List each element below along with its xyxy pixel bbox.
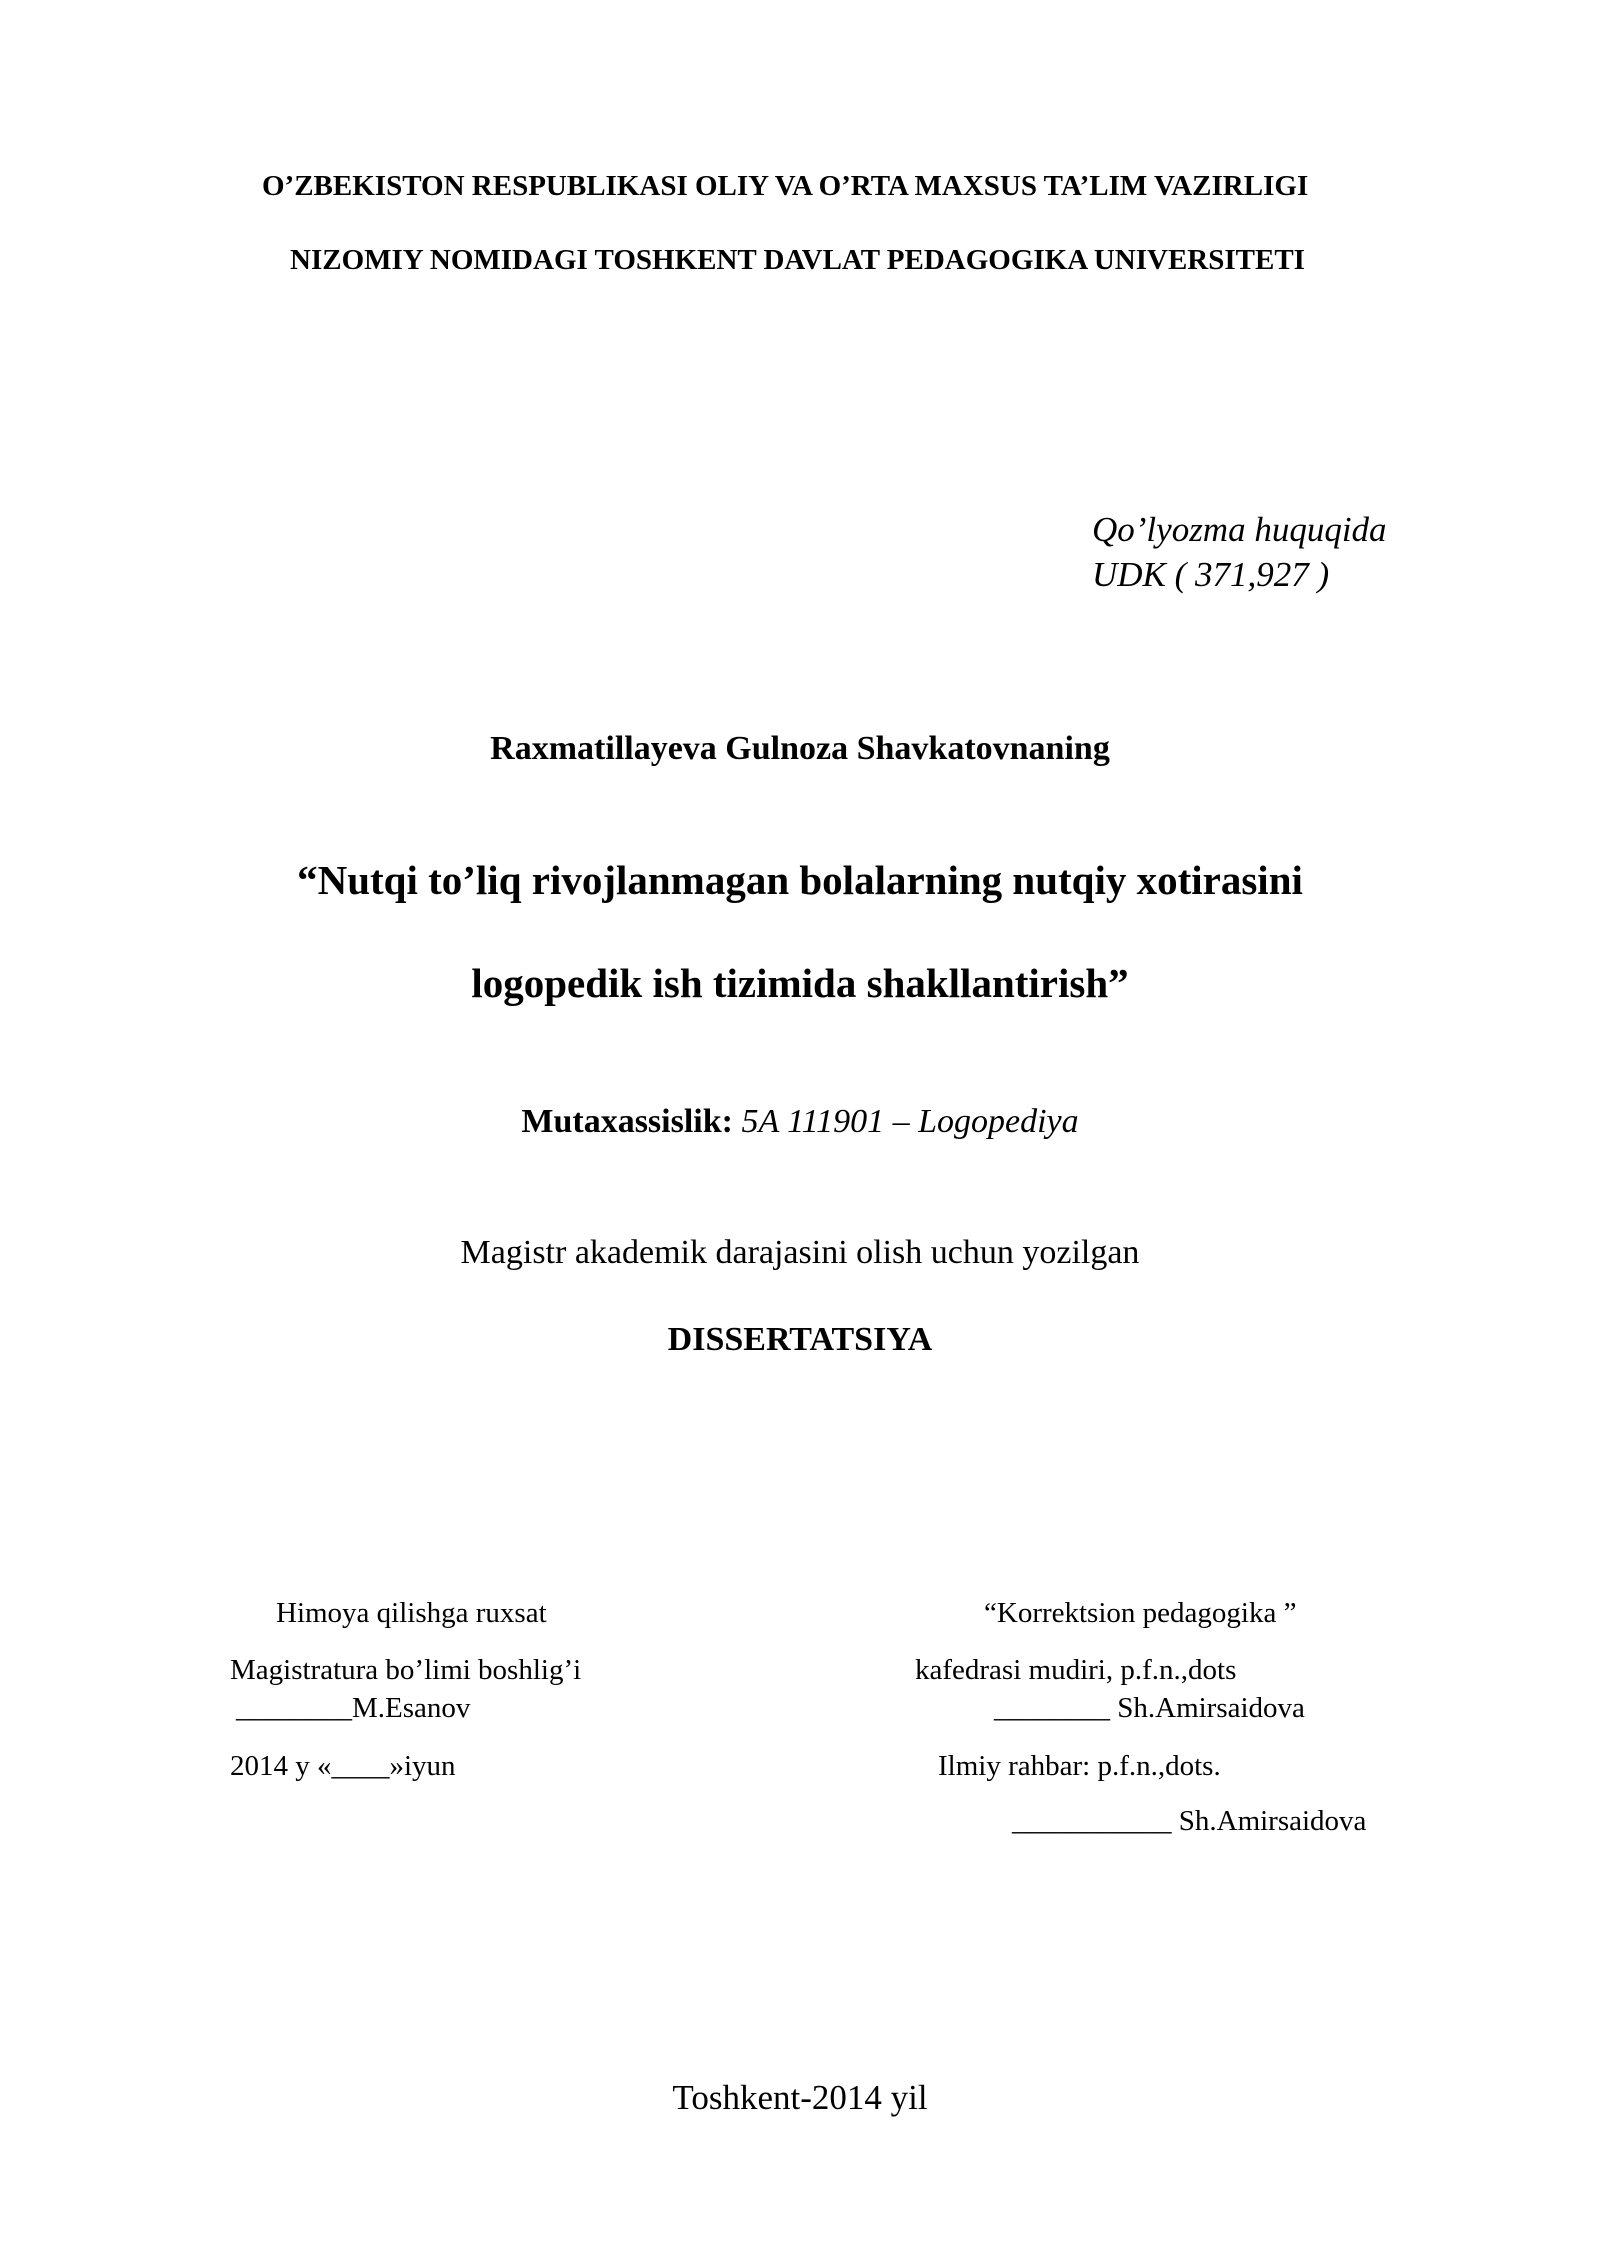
thesis-title-line-1: “Nutqi to’liq rivojlanmagan bolalarning nutqiy xotirasini: [297, 857, 1303, 903]
chair-head-title: kafedrasi mudiri, p.f.n.,dots: [915, 1654, 1237, 1686]
specialty-line: [0, 1105, 1600, 1139]
ministry-heading: O’ZBEKISTON RESPUBLIKASI OLIY VA O’RTA MAXSUS TA’LIM VAZIRLIGI: [262, 170, 1309, 202]
chair-head-signature: ________ Sh.Amirsaidova: [994, 1692, 1305, 1724]
author-name: Raxmatillayeva Gulnoza Shavkatovnaning: [490, 730, 1110, 767]
department-head-signature: ________M.Esanov: [236, 1692, 471, 1724]
document-type: DISSERTATSIYA: [667, 1321, 933, 1358]
manuscript-rights-note: Qo’lyozma huquqida: [1092, 510, 1387, 549]
supervisor-signature: ___________ Sh.Amirsaidova: [1012, 1805, 1367, 1837]
thesis-title-line-2: logopedik ish tizimida shakllantirish”: [471, 960, 1129, 1006]
udk-code: UDK ( 371,927 ): [1092, 555, 1330, 594]
department-head-title: Magistratura bo’limi boshlig’i: [230, 1654, 582, 1686]
approval-date: 2014 y «____»iyun: [230, 1750, 456, 1782]
degree-purpose: Magistr akademik darajasini olish uchun yozilgan: [460, 1234, 1140, 1271]
defense-permission-label: Himoya qilishga ruxsat: [276, 1597, 547, 1629]
place-and-year: Toshkent-2014 yil: [672, 2078, 928, 2117]
specialty-label: Mutaxassislik:: [521, 1103, 733, 1140]
university-heading: NIZOMIY NOMIDAGI TOSHKENT DAVLAT PEDAGOGIKA UNIVERSITETI: [290, 244, 1305, 276]
specialty-value: 5A 111901 – Logopediya: [732, 1103, 1079, 1140]
chair-name: “Korrektsion pedagogika ”: [984, 1597, 1297, 1629]
supervisor-title: Ilmiy rahbar: p.f.n.,dots.: [938, 1750, 1221, 1782]
